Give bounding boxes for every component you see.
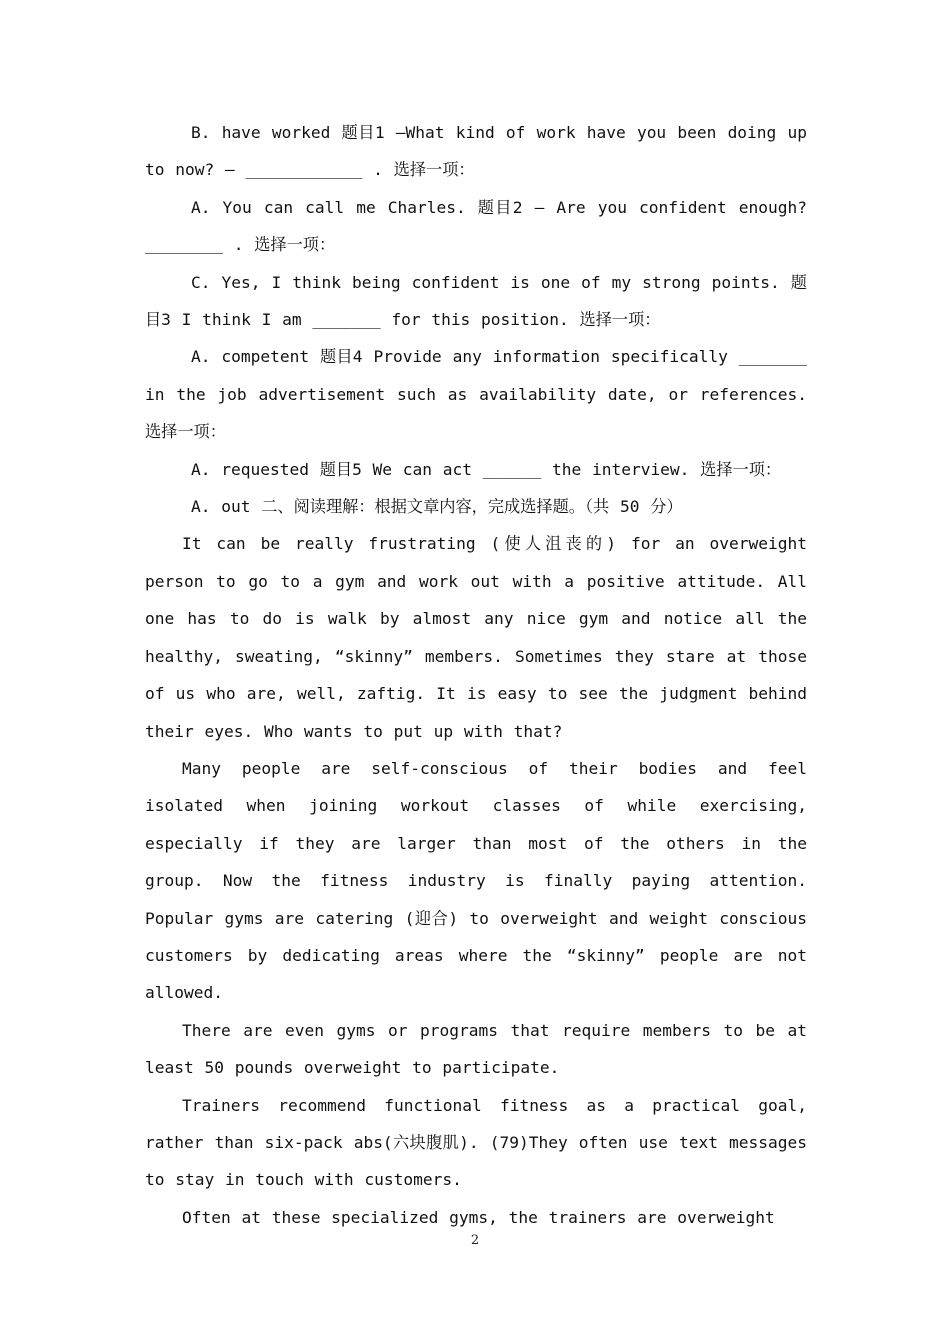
answer-paragraph-c: C. Yes, I think being confident is one of my strong points. 题目3 I think I am _______ for this position. 选择一项： [145, 272, 807, 330]
reading-paragraph-2: Many people are self-conscious of their bodies and feel isolated when joining workout classes of while exercising, especially if they are larger than most of the others in the group. Now the fitness industry is finally paying attention. Popular gyms are catering (迎合) to overweight and weight conscious customers by dedicating areas where the “skinny” people are not allowed. [145, 758, 807, 1003]
reading-paragraph-5: Often at these specialized gyms, the trainers are overweight [182, 1207, 775, 1227]
page-number: 2 [470, 1233, 480, 1248]
section-heading-reading: A. out 二、阅读理解：根据文章内容，完成选择题。（共 50 分） [191, 497, 683, 517]
answer-paragraph-a-competent: A. competent 题目4 Provide any information specifically _______ in the job advertisement such as availability date, or references. 选择一项： [145, 347, 807, 442]
answer-paragraph-b: B. have worked 题目1 —What kind of work have you been doing up to now? — ____________ . 选择一项： [145, 123, 807, 180]
answer-paragraph-a-charles: A. You can call me Charles. 题目2 — Are you confident enough? ________ . 选择一项： [145, 197, 807, 255]
reading-paragraph-3: There are even gyms or programs that require members to be at least 50 pounds overweight to participate. [145, 1020, 807, 1078]
document-body [145, 114, 807, 1236]
reading-paragraph-1: It can be really frustrating (使人沮丧的) for an overweight person to go to a gym and work out with a positive attitude. All one has to do is walk by almost any nice gym and notice all the healthy, sweating, “skinny” members. Sometimes they stare at those of us who are, well, zaftig. It is easy to see the judgment behind their eyes. Who wants to put up with that? [145, 534, 807, 741]
reading-paragraph-4: Trainers recommend functional fitness as a practical goal, rather than six-pack abs(六块腹肌). (79)They often use text messages to stay in touch with customers. [145, 1095, 807, 1190]
answer-paragraph-a-requested: A. requested 题目5 We can act ______ the interview. 选择一项： [191, 459, 782, 479]
